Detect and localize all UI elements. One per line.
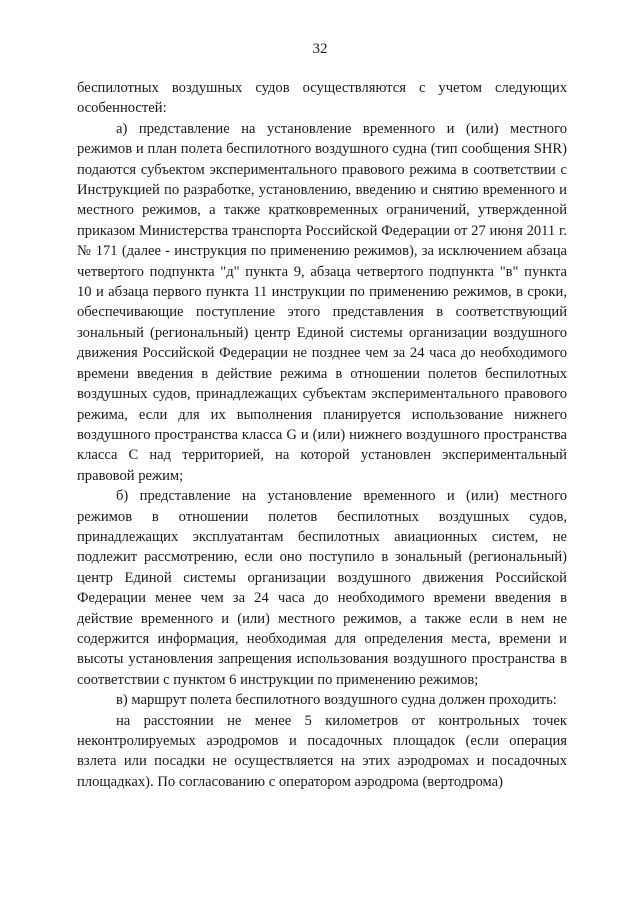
paragraph-continuation: беспилотных воздушных судов осуществляются с учетом следующих особенностей: [77, 80, 567, 117]
paragraph-item-a: а) представление на установление временного и (или) местного режимов и план полета беспилотного воздушного судна (тип сообщения SHR) подаются субъектом экспериментального правового режима в соответствии с Инструкцией по разработке, установлению, введению и снятию временного и местного режимов, а также кратковременных ограничений, утвержденной приказом Министерства транспорта Российской Федерации от 27 июня 2011 г. № 171 (далее - инструкция по применению режимов), за исключением абзаца четвертого подпункта "д" пункта 9, абзаца четвертого подпункта "в" пункта 10 и абзаца первого пункта 11 инструкции по применению режимов, в сроки, обеспечивающие поступление этого представления в соответствующий зональный (региональный) центр Единой системы организации воздушного движения Российской Федерации не позднее чем за 24 часа до необходимого времени введения в действие режима в отношении полетов беспилотных воздушных судов, принадлежащих субъектам экспериментального правового режима, если для их выполнения планируется использование нижнего воздушного пространства класса G и (или) нижнего воздушного пространства класса C над территорией, на которой установлен экспериментальный правовой режим; [77, 120, 567, 484]
page-number: 32 [312, 41, 328, 57]
paragraph-distance: на расстоянии не менее 5 километров от контрольных точек неконтролируемых аэродромов и посадочных площадок (если операция взлета или посадки не осуществляется на этих аэродромах и посадочных площадках). По согласованию с оператором аэродрома (вертодрома) [77, 712, 567, 790]
paragraph-item-v: в) маршрут полета беспилотного воздушного судна должен проходить: [116, 692, 557, 709]
document-body [77, 78, 567, 792]
paragraph-item-b: б) представление на установление временного и (или) местного режимов в отношении полетов беспилотных воздушных судов, принадлежащих эксплуатантам беспилотных авиационных систем, не подлежит рассмотрению, если оно поступило в зональный (региональный) центр Единой системы организации воздушного движения Российской Федерации менее чем за 24 часа до необходимого времени введения в действие временного и (или) местного режимов, а также если в нем не содержится информация, необходимая для определения места, времени и высоты установления запрещения использования воздушного пространства в соответствии с пунктом 6 инструкции по применению режимов; [77, 488, 567, 688]
